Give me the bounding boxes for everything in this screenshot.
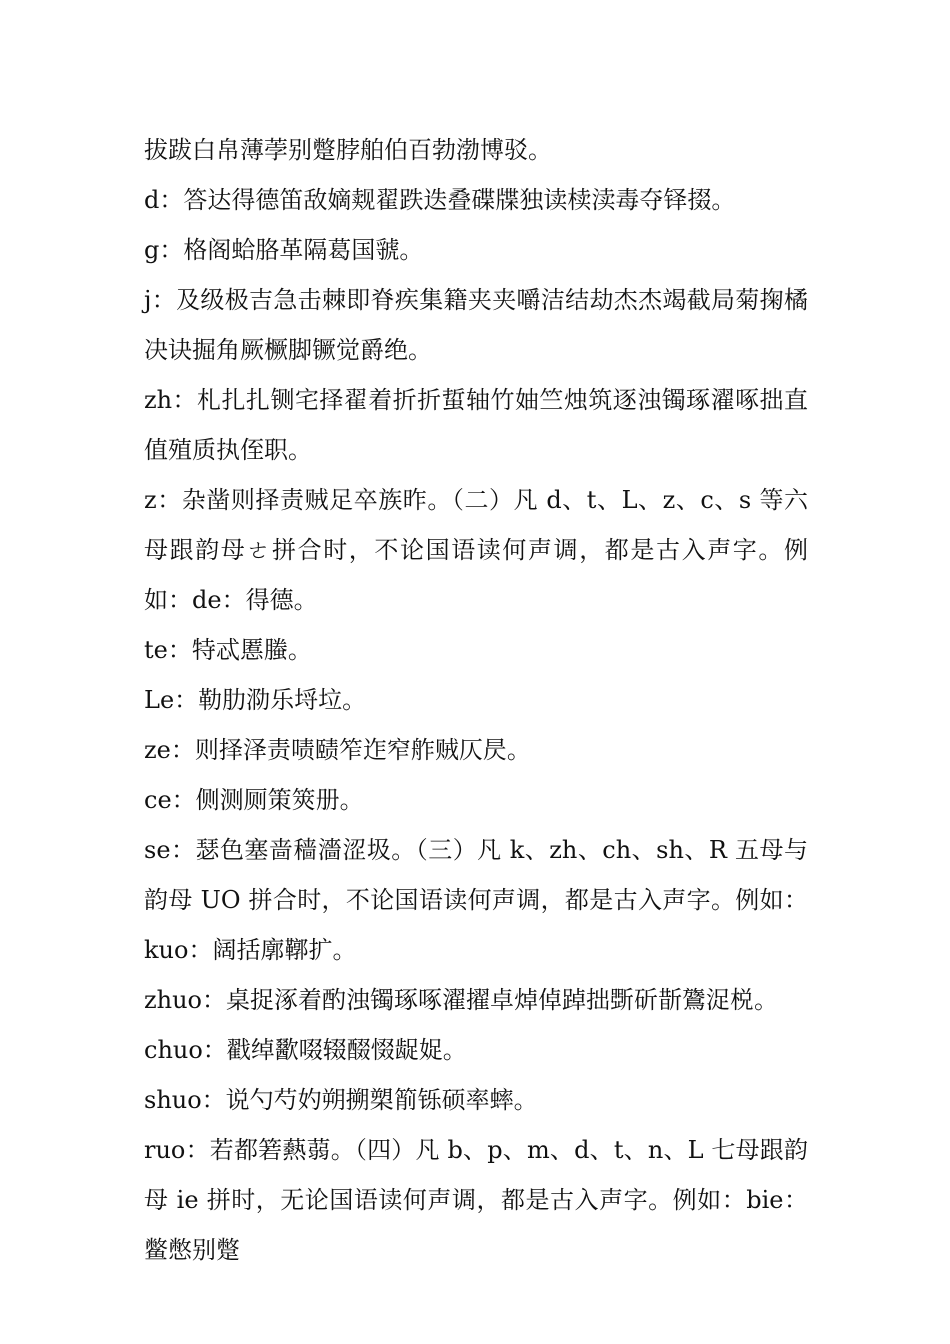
paragraph-te-list: te：特忒慝螣。 [144,636,312,664]
paragraph-se-list: se：瑟色塞啬穑濇涩圾。（三）凡 k、zh、ch、sh、R 五母与韵母 UO 拼合时，不论国语读何声调，都是古入声字。例如：kuo：阔括廓鞹扩。 [144,836,808,964]
paragraph-chuo-list: chuo：戳绰歠啜辍醊惙龊娖。 [144,1036,467,1064]
paragraph-ze-list: ze：则择泽责啧赜笮迮窄舴贼仄昃。 [144,736,531,764]
paragraph-ruo-list: ruo：若都箬爇蒻。（四）凡 b、p、m、d、t、n、L 七母跟韵母 ie 拼时，无论国语读何声调，都是古入声字。例如：bie：鳖憋别蹩 [144,1136,808,1264]
paragraph-j-list: j：及级极吉急击棘即脊疾集籍夹夹嚼洁结劫杰杰竭截局菊掬橘决诀掘角厥橛脚镢觉爵绝。 [144,286,808,364]
paragraph-z-list: z：杂凿则择责贼足卒族昨。（二）凡 d、t、L、z、c、s 等六母跟韵母ㄜ拼合时，不论国语读何声调，都是古入声字。例如：de：得德。 [144,486,808,614]
paragraph-d-list: d：答达得德笛敌嫡觌翟跌迭叠碟牒独读椟渎毒夺铎掇。 [144,186,736,214]
paragraph-zhuo-list: zhuo：桌捉涿着酌浊镯琢啄濯擢卓焯倬踔拙斲斫斮鷟浞棁。 [144,986,779,1014]
paragraph-ce-list: ce：侧测厕策筴册。 [144,786,364,814]
paragraph-zh-list: zh：札扎扎铡宅择翟着折折蜇轴竹妯竺烛筑逐浊镯琢濯啄拙直值殖质执侄职。 [144,386,808,464]
paragraph-shuo-list: shuo：说勺芍妁朔搠槊箾铄硕率蟀。 [144,1086,538,1114]
paragraph-g-list: g：格阁蛤胳革隔葛国虢。 [144,236,424,264]
paragraph-b-list: 拔跋白帛薄荸别蹩脖舶伯百勃渤博驳。 [144,136,552,164]
document-body [144,125,808,1275]
paragraph-le-list: Le：勒肋泐乐埒垃。 [144,686,367,714]
